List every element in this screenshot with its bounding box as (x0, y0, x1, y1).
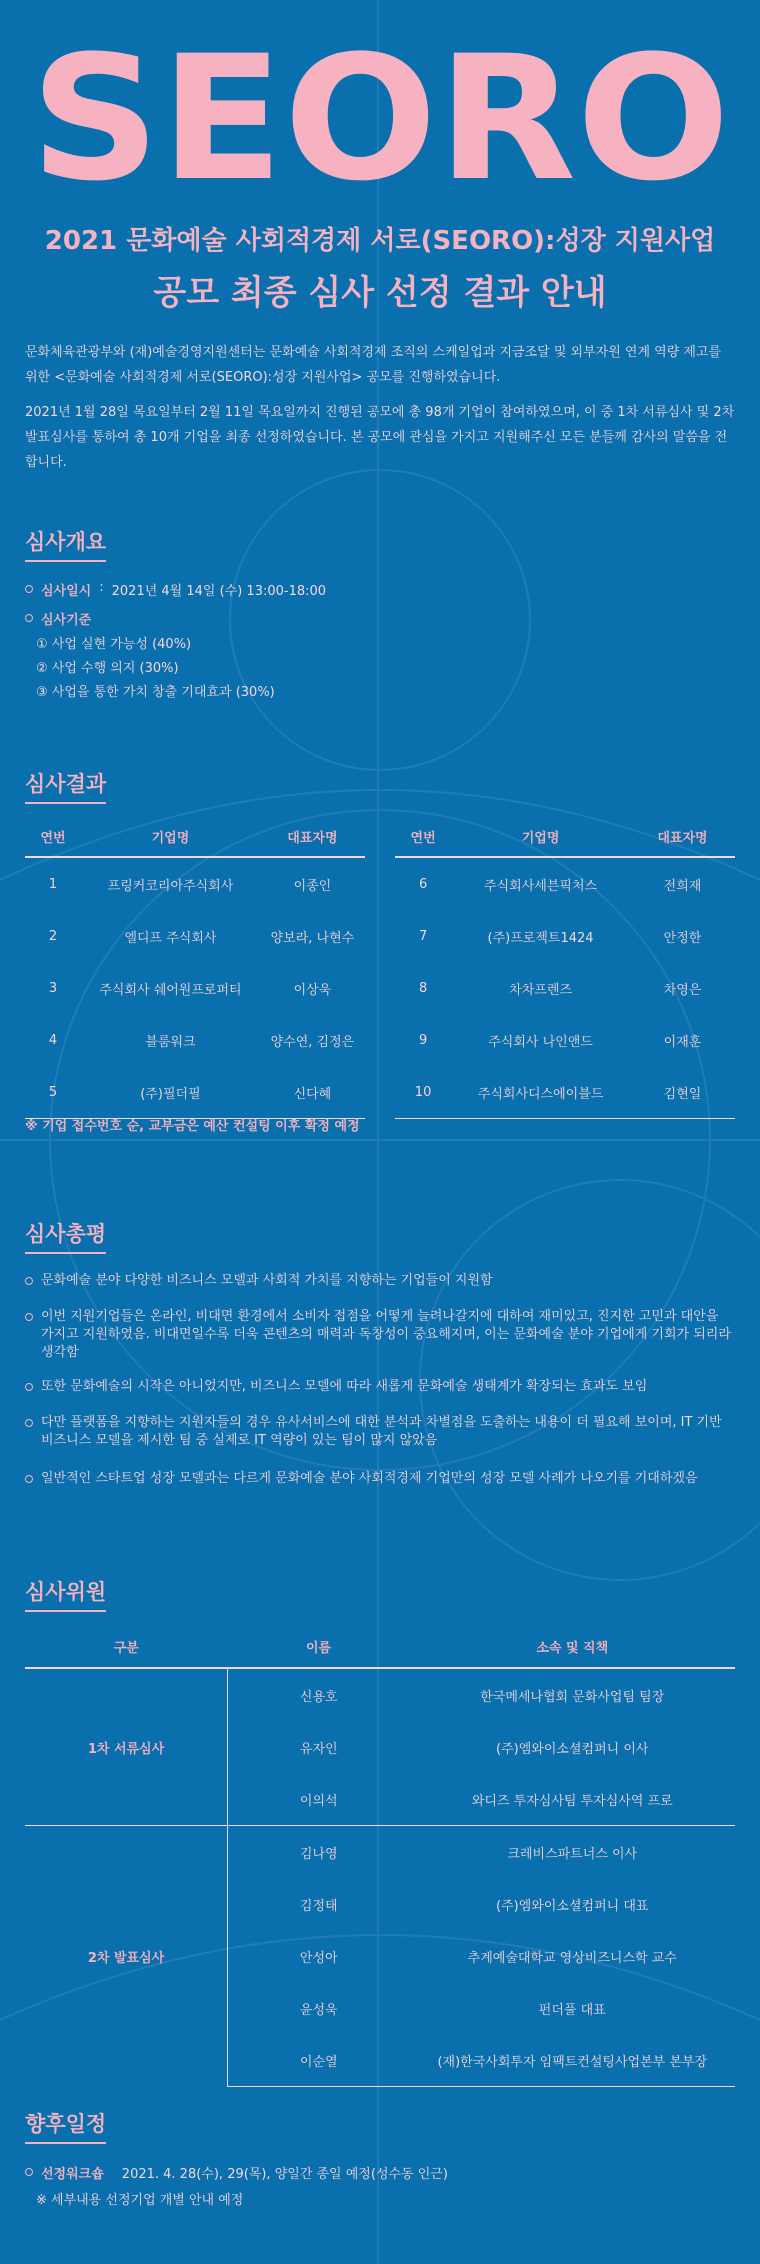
company-name: (주)프로젝트1424 (487, 930, 594, 946)
overview-date-label: 심사일시 (41, 584, 92, 599)
table-row (25, 1668, 735, 1721)
review-text: 또한 문화예술의 시작은 아니었지만, 비즈니스 모델에 따라 새롭게 문화예술 생태계가 확장되는 효과도 보임 (41, 1379, 648, 1394)
results-heading: 심사결과 (25, 768, 106, 804)
seoro-logo (26, 36, 734, 188)
review-item (25, 1378, 735, 1396)
column-header: 대표자명 (260, 816, 365, 857)
ceo-name: 차영은 (663, 982, 702, 998)
results-table-right (395, 816, 735, 1119)
results-table-left (25, 816, 365, 1119)
review-text: 문화예술 분야 다양한 비즈니스 모델과 사회적 가치를 지향하는 기업들이 지원함 (41, 1273, 493, 1288)
column-header: 구분 (25, 1625, 228, 1668)
page-subtitle: 2021 문화예술 사회적경제 서로(SEORO):성장 지원사업 (44, 226, 716, 256)
schedule-heading: 향후일정 (25, 2108, 106, 2144)
row-no: 2 (48, 928, 58, 944)
review-item (25, 1470, 735, 1488)
bullet-icon (25, 2168, 33, 2176)
table-row (395, 857, 735, 910)
bullet-icon (25, 1313, 33, 1321)
jury-name: 유자인 (299, 1741, 338, 1757)
table-row (25, 1066, 365, 1119)
bullet-icon (25, 614, 33, 622)
row-no: 5 (25, 1066, 81, 1119)
jury-name: 이의석 (299, 1793, 338, 1809)
row-no: 8 (418, 980, 428, 996)
overview-criteria-label: 심사기준 (41, 613, 92, 628)
table-row (25, 857, 365, 910)
ceo-name: 이상욱 (293, 982, 332, 998)
table-row (395, 962, 735, 1014)
criteria-item: ② 사업 수행 의지 (30%) (36, 661, 179, 676)
company-name: 프링커코리아주식회사 (107, 878, 234, 894)
company-name: 엘디프 주식회사 (124, 930, 217, 946)
jury-name: 김정태 (299, 1898, 338, 1914)
jury-role: 와디즈 투자심사팀 투자심사역 프로 (471, 1793, 673, 1809)
column-header: 연번 (25, 816, 81, 857)
jury-heading: 심사위원 (25, 1576, 106, 1612)
ceo-name: 안정한 (663, 930, 702, 946)
jury-role: (주)엠와이소셜컴퍼니 대표 (496, 1898, 649, 1914)
company-name: 주식회사 쉐어원프로퍼티 (99, 982, 242, 998)
review-heading: 심사총평 (25, 1218, 106, 1254)
jury-role: 크레비스파트너스 이사 (410, 1826, 736, 1879)
ceo-name: 김현일 (630, 1066, 735, 1119)
jury-group: 1차 서류심사 (25, 1668, 228, 1826)
column-header: 기업명 (451, 816, 630, 857)
company-name: (주)필더필 (81, 1066, 260, 1119)
review-item (25, 1308, 735, 1362)
company-name: 차차프렌즈 (509, 982, 572, 998)
jury-name: 이순열 (228, 2034, 410, 2087)
ceo-name: 이재훈 (663, 1034, 702, 1050)
jury-role: 펀더풀 대표 (538, 2002, 606, 2018)
overview-date (25, 580, 326, 599)
jury-group: 2차 발표심사 (25, 1826, 228, 2087)
review-text: 다만 플랫폼을 지향하는 지원자들의 경우 유사서비스에 대한 분석과 차별점을 도출하는 내용이 더 필요해 보이며, IT 기반 비즈니스 모델을 제시한 팀 중 실제로 IT 역량이 있는 팀이 많지 않았음 (41, 1415, 722, 1448)
table-row (25, 910, 365, 962)
overview-criteria (25, 609, 91, 628)
row-no: 10 (395, 1066, 451, 1119)
page-title: 공모 최종 심사 선정 결과 안내 (153, 273, 607, 313)
row-no: 7 (418, 928, 428, 944)
column-header: 연번 (395, 816, 451, 857)
company-name: 주식회사 나인앤드 (488, 1034, 593, 1050)
criteria-item: ① 사업 실현 가능성 (40%) (36, 637, 192, 652)
bullet-icon (25, 585, 33, 593)
review-text: 이번 지원기업들은 온라인, 비대면 환경에서 소비자 접점을 어떻게 늘려나갈지에 대하여 재미있고, 진지한 고민과 대안을 가지고 지원하였음. 비대면일수록 더욱 콘텐츠의 매력과 독창성이 중요해지며, 이는 문화예술 분야 기업에게 기회가 되리라 생각함 (41, 1309, 731, 1360)
results-note: ※ 기업 접수번호 순, 교부금은 예산 컨설팅 이후 확정 예정 (25, 1119, 360, 1134)
jury-name: 안성아 (299, 1950, 338, 1966)
review-item (25, 1414, 735, 1450)
overview-date-value: 2021년 4월 14일 (수) 13:00-18:00 (111, 584, 327, 599)
row-no: 4 (48, 1032, 58, 1048)
jury-role: 한국메세나협회 문화사업팀 팀장 (480, 1689, 665, 1705)
review-item (25, 1272, 735, 1290)
company-name: 주식회사세븐픽처스 (484, 878, 598, 894)
column-header: 기업명 (81, 816, 260, 857)
column-header: 이름 (228, 1625, 410, 1668)
table-row (395, 910, 735, 962)
bullet-icon (25, 1419, 33, 1427)
ceo-name: 양보라, 나현수 (270, 930, 355, 946)
overview-date-separator: : (99, 580, 104, 595)
schedule-note: ※ 세부내용 선정기업 개별 안내 예정 (36, 2193, 244, 2208)
schedule-value: 2021. 4. 28(수), 29(목), 양일간 종일 예정(성수동 인근) (121, 2167, 448, 2182)
company-name: 주식회사디스에이블드 (451, 1066, 630, 1119)
column-header: 대표자명 (630, 816, 735, 857)
table-row (395, 1066, 735, 1119)
jury-name: 윤성욱 (299, 2002, 338, 2018)
table-row (25, 1826, 735, 1879)
row-no: 9 (418, 1032, 428, 1048)
review-text: 일반적인 스타트업 성장 모델과는 다르게 문화예술 분야 사회적경제 기업만의 성장 모델 사례가 나오기를 기대하겠음 (41, 1471, 698, 1486)
table-row (25, 1014, 365, 1066)
overview-heading: 심사개요 (25, 526, 106, 562)
jury-table (25, 1625, 735, 2087)
row-no: 1 (48, 876, 58, 892)
company-name: 블룸워크 (145, 1034, 196, 1050)
bullet-icon (25, 1383, 33, 1391)
column-header: 소속 및 직책 (410, 1625, 736, 1668)
row-no: 3 (48, 980, 58, 996)
jury-name: 신용호 (299, 1689, 338, 1705)
schedule-label: 선정워크숍 (41, 2167, 104, 2182)
bullet-icon (25, 1277, 33, 1285)
jury-name: 김나영 (228, 1826, 410, 1879)
jury-role: 추계예술대학교 영상비즈니스학 교수 (467, 1950, 677, 1966)
jury-role: (주)엠와이소셜컴퍼니 이사 (496, 1741, 649, 1757)
bullet-icon (25, 1475, 33, 1483)
ceo-name: 양수연, 김정은 (270, 1034, 355, 1050)
schedule-item (25, 2163, 448, 2182)
ceo-name: 전희재 (663, 878, 702, 894)
intro-paragraph-1: 문화체육관광부와 (재)예술경영지원센터는 문화예술 사회적경제 조직의 스케일업과 지금조달 및 외부자원 연계 역량 제고를 위한 <문화예술 사회적경제 서로(SEORO):성장 지원사업> 공모를 진행하였습니다. (25, 345, 722, 385)
logo-text: SEORO (30, 36, 730, 188)
table-row (25, 962, 365, 1014)
intro-paragraph-2: 2021년 1월 28일 목요일부터 2월 11일 목요일까지 진행된 공모에 총 98개 기업이 참여하였으며, 이 중 1차 서류심사 및 2차 발표심사를 통하여 총 10개 기업을 최종 선정하였습니다. 본 공모에 관심을 가지고 지원해주신 모든 분들께 감사의 말씀을 전합니다. (25, 405, 735, 470)
criteria-item: ③ 사업을 통한 가치 창출 기대효과 (30%) (36, 685, 275, 700)
row-no: 6 (418, 876, 428, 892)
ceo-name: 이종인 (293, 878, 332, 894)
table-row (395, 1014, 735, 1066)
jury-role: (재)한국사회투자 임팩트컨설팅사업본부 본부장 (410, 2034, 736, 2087)
ceo-name: 신다혜 (260, 1066, 365, 1119)
